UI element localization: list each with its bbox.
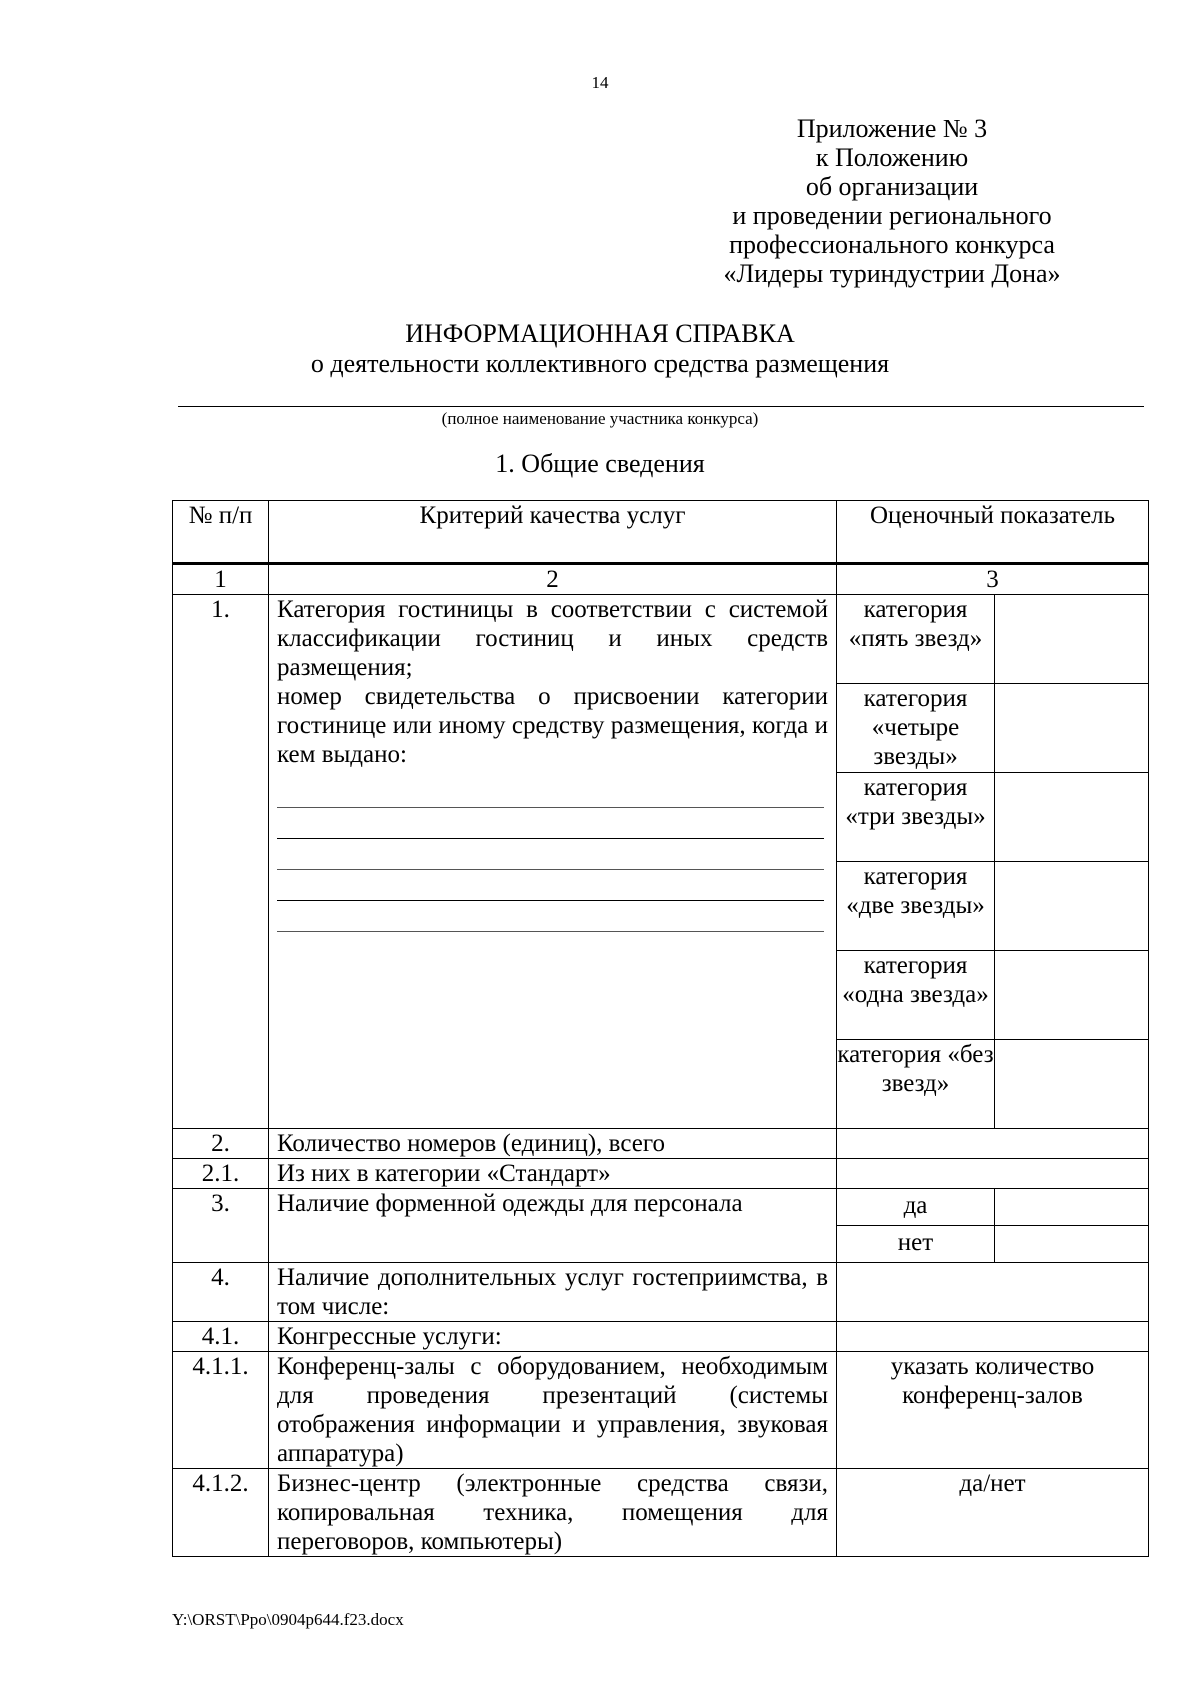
table-row xyxy=(173,1322,1149,1352)
category-value-cell[interactable] xyxy=(995,595,1149,684)
column-numbers-row xyxy=(173,564,1149,595)
appendix-line: профессионального конкурса xyxy=(729,230,1055,259)
page-number: 14 xyxy=(591,73,609,92)
row-criterion: Наличие форменной одежды для персонала xyxy=(269,1189,837,1263)
row-criterion: Конференц-залы с оборудованием, необходимым для проведения презентаций (системы отображения информации и управления, звуковая аппаратура) xyxy=(269,1352,837,1469)
row-indicator[interactable]: указать количество конференц-залов xyxy=(837,1352,1149,1469)
criteria-table xyxy=(172,500,1149,1557)
category-option: категория «пять звезд» xyxy=(837,595,995,684)
table-row xyxy=(173,595,1149,1129)
category-option: категория «одна звезда» xyxy=(837,951,995,1040)
table-row xyxy=(173,1189,1149,1263)
row-criterion: Наличие дополнительных услуг гостеприимства, в том числе: xyxy=(269,1263,837,1322)
row-criterion: Конгрессные услуги: xyxy=(269,1322,837,1352)
appendix-line: к Положению xyxy=(815,143,969,172)
row-criterion xyxy=(269,595,837,1129)
row-indicator[interactable]: да/нет xyxy=(837,1469,1149,1557)
header-indicator: Оценочный показатель xyxy=(837,501,1149,564)
category-value-cell[interactable] xyxy=(995,684,1149,773)
criterion-text: номер свидетельства о присвоении категории гостинице или иному средству размещения, когда и кем выдано: xyxy=(277,683,828,768)
column-number: 1 xyxy=(173,564,269,595)
appendix-line: «Лидеры туриндустрии Дона» xyxy=(723,259,1061,288)
row-num: 4. xyxy=(173,1263,269,1322)
row-indicator xyxy=(837,595,1149,1129)
header-criterion: Критерий качества услуг xyxy=(269,501,837,564)
row-num: 4.1.1. xyxy=(173,1352,269,1469)
blank-line xyxy=(277,777,824,808)
row-num: 3. xyxy=(173,1189,269,1263)
column-number: 3 xyxy=(837,564,1149,595)
yes-no-options xyxy=(837,1189,1148,1262)
category-option: категория «три звезды» xyxy=(837,773,995,862)
table-row xyxy=(173,1129,1149,1159)
certificate-blank-lines xyxy=(277,777,824,932)
row-indicator[interactable] xyxy=(837,1159,1149,1189)
option-no: нет xyxy=(837,1226,995,1263)
column-number: 2 xyxy=(269,564,837,595)
category-options xyxy=(837,595,1148,1128)
category-value-cell[interactable] xyxy=(995,1040,1149,1129)
category-option: категория «четыре звезды» xyxy=(837,684,995,773)
appendix-block xyxy=(672,114,1112,288)
document-subtitle: о деятельности коллективного средства размещения xyxy=(310,349,890,378)
blank-line xyxy=(277,808,824,839)
row-num: 4.1.2. xyxy=(173,1469,269,1557)
appendix-line: и проведении регионального xyxy=(732,201,1052,230)
row-criterion: Количество номеров (единиц), всего xyxy=(269,1129,837,1159)
document-title: ИНФОРМАЦИОННАЯ СПРАВКА xyxy=(405,319,795,348)
row-num: 2.1. xyxy=(173,1159,269,1189)
row-indicator xyxy=(837,1189,1149,1263)
header-num: № п/п xyxy=(173,501,269,564)
section-heading: 1. Общие сведения xyxy=(495,449,705,478)
table-header-row xyxy=(173,501,1149,564)
blank-line xyxy=(277,901,824,932)
category-value-cell[interactable] xyxy=(995,862,1149,951)
table-row xyxy=(173,1469,1149,1557)
category-option: категория «без звезд» xyxy=(837,1040,995,1129)
row-criterion: Из них в категории «Стандарт» xyxy=(269,1159,837,1189)
table-row xyxy=(173,1352,1149,1469)
row-indicator[interactable] xyxy=(837,1129,1149,1159)
table-row xyxy=(173,1159,1149,1189)
file-path-footer: Y:\ORST\Ppo\0904p644.f23.docx xyxy=(172,1610,404,1629)
option-yes: да xyxy=(837,1189,995,1226)
category-value-cell[interactable] xyxy=(995,951,1149,1040)
appendix-line: Приложение № 3 xyxy=(796,114,988,143)
table-row xyxy=(173,1263,1149,1322)
category-value-cell[interactable] xyxy=(995,773,1149,862)
participant-name-caption: (полное наименование участника конкурса) xyxy=(441,409,759,428)
appendix-line: об организации xyxy=(805,172,979,201)
row-num: 4.1. xyxy=(173,1322,269,1352)
criterion-text: Категория гостиницы в соответствии с системой классификации гостиниц и иных средств размещения; xyxy=(277,596,828,681)
participant-name-line xyxy=(178,406,1144,407)
option-value-cell[interactable] xyxy=(995,1189,1149,1226)
row-indicator[interactable] xyxy=(837,1263,1149,1322)
row-indicator[interactable] xyxy=(837,1322,1149,1352)
row-num: 2. xyxy=(173,1129,269,1159)
blank-line xyxy=(277,870,824,901)
option-value-cell[interactable] xyxy=(995,1226,1149,1263)
blank-line xyxy=(277,839,824,870)
row-criterion: Бизнес-центр (электронные средства связи, копировальная техника, помещения для переговоров, компьютеры) xyxy=(269,1469,837,1557)
row-num: 1. xyxy=(173,595,269,1129)
category-option: категория «две звезды» xyxy=(837,862,995,951)
